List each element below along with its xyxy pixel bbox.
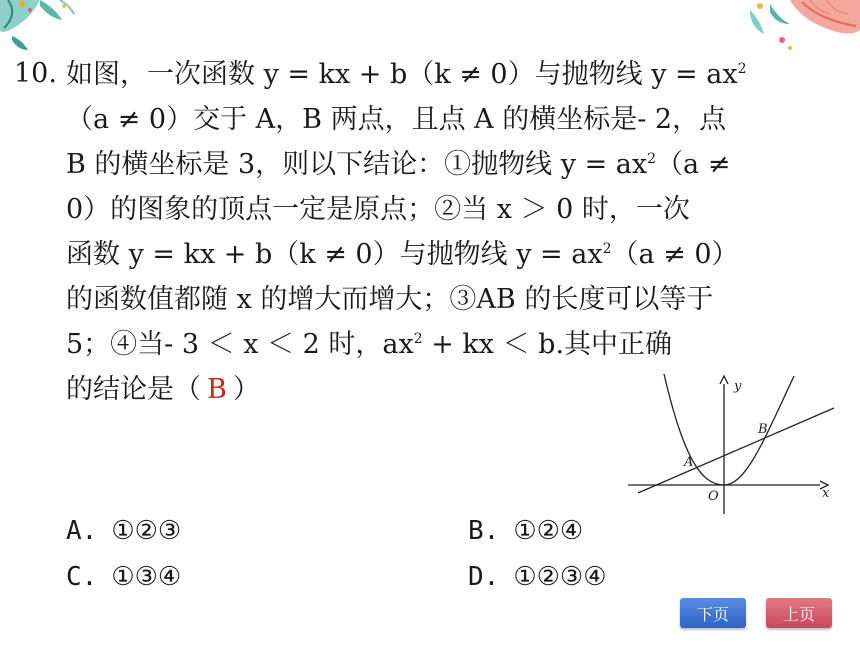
next-page-button[interactable]: 下页	[680, 598, 746, 628]
question-line: 如图，一次函数 y = kx + b（k ≠ 0）与抛物线 $y = ax^2$	[66, 59, 747, 90]
question-line: 0）的图象的顶点一定是原点；②当 x ＞ 0 时，一次	[66, 194, 690, 225]
question-line: B 的横坐标是 3，则以下结论：①抛物线 $y = ax^2(a$ ≠	[66, 149, 731, 180]
question-line: 5；④当- 3 ＜ x ＜ 2 时，$ax^2$ + kx ＜ b.其中正确	[66, 329, 673, 360]
y-axis-arrow	[720, 376, 728, 384]
answer-text: B	[207, 374, 227, 405]
question-line: 函数 y = kx + b（k ≠ 0）与抛物线 $y = ax^2(a \ne 0)$	[66, 239, 739, 270]
point-a-label: A	[684, 455, 694, 470]
question-line: 的结论是（ B ）	[66, 374, 260, 405]
function-graph	[624, 370, 836, 518]
option-d[interactable]: D. ①②③④	[468, 562, 607, 592]
option-b[interactable]: B. ①②④	[468, 516, 584, 546]
axis-label-y: y	[734, 379, 742, 394]
origin-label: O	[708, 489, 719, 504]
question-line: 的函数值都随 x 的增大而增大；③AB 的长度可以等于	[66, 284, 714, 315]
axis-label-x: x	[822, 486, 830, 501]
floral-decoration-left	[0, 0, 90, 60]
option-c[interactable]: C. ①③④	[66, 562, 182, 592]
point-b-label: B	[758, 422, 768, 437]
question-number: 10.	[14, 58, 57, 89]
question-line: （a ≠ 0）交于 A，B 两点，且点 A 的横坐标是- 2，点	[66, 104, 727, 135]
question-text	[66, 52, 850, 412]
previous-page-button[interactable]: 上页	[766, 598, 832, 628]
option-a[interactable]: A. ①②③	[66, 516, 182, 546]
